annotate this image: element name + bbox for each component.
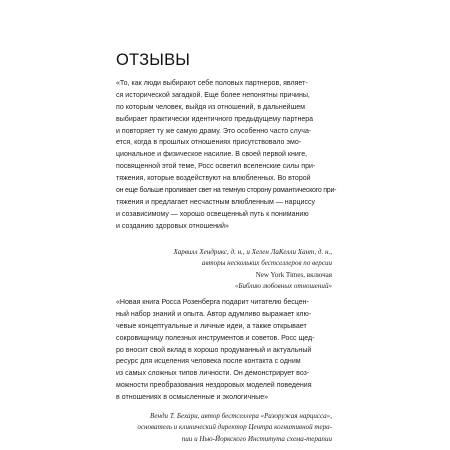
review-1-line: тяжения, которые воздействуют на влюбленных. Во второй (116, 175, 311, 183)
attribution-1-line: авторы нескольких бестселлеров по версии (201, 259, 332, 268)
review-2-line: из самых сложных типов личности. Он демонстрирует воз- (116, 370, 310, 378)
review-1-line: он еще больше проливает свет на темную сторону романтического при- (116, 187, 337, 195)
review-attribution-2 (137, 411, 332, 445)
page-title: ОТЗЫВЫ (116, 51, 191, 69)
review-quote-2 (116, 297, 332, 404)
review-1-line: посвященной этой теме, Росс осветил вселенские силы при- (116, 163, 316, 171)
attribution-2-line: основатель и клинический директор Центра когнитивной тера- (137, 423, 332, 432)
review-1-line: выбирает практически идентичного предыдущему партнера (116, 115, 314, 123)
review-2-line: чевые концептуальные и личные идеи, а также открывает (116, 322, 307, 330)
attribution-1-line: Харвилл Хендрикс, д. н., и Хелен ЛаКелли Хант, д. н., (173, 248, 332, 256)
review-1-line: «То, как люди выбирают себе половых партнеров, являет- (116, 80, 308, 87)
review-2-line: ресурс для исцеления человека после контакта с одним (116, 358, 301, 366)
review-1-line: и созависимому — хорошо освещенный путь к пониманию (116, 210, 309, 218)
review-2-line: можности преобразования нездоровых моделей поведения (116, 382, 312, 390)
attribution-1-line: «Библию любовных отношений» (234, 282, 332, 291)
review-1-line: по которым человек, выйдя из отношений, в дальнейшем (116, 103, 306, 111)
review-quote-1 (116, 78, 337, 233)
review-2-line: «Новая книга Росса Розенберга подарит читателю бесцен- (116, 299, 309, 306)
review-2-line: в отношениях в осмысленные и экологичные» (116, 394, 269, 402)
review-1-line: и созданию здоровых отношений» (116, 222, 229, 230)
review-attribution-1 (173, 247, 332, 293)
review-2-line: ро вносит свой вклад в хорошо продуманный и актуальный (116, 346, 312, 354)
attribution-2-line: Венди Т. Бехари, автор бестселлера «Разоружая нарциссa», (150, 412, 332, 420)
review-2-line: сокровищницу полезных инструментов и советов. Росс щед- (116, 334, 315, 342)
attribution-2-line: пии и Нью-Йоркского Института схема-терапии (181, 434, 332, 443)
review-1-line: и повторяет ту же самую драму. Это особенно часто случа- (116, 127, 312, 135)
review-1-line: циональное и физическое насилие. В своей первой книге, (116, 151, 308, 159)
review-1-line: ся исторической загадкой. Еще более непонятны причины, (116, 91, 310, 99)
review-1-line: тяжения и предлагает несчастным влюбленным — нарциссу (116, 198, 316, 206)
attribution-1-line: New York Times, включая (255, 270, 332, 279)
review-2-line: ный набор знаний и опыта. Автор адумливо выражает клю- (116, 310, 312, 318)
review-1-line: ется, когда в прошлых отношениях присутствовало эмо- (116, 139, 302, 147)
